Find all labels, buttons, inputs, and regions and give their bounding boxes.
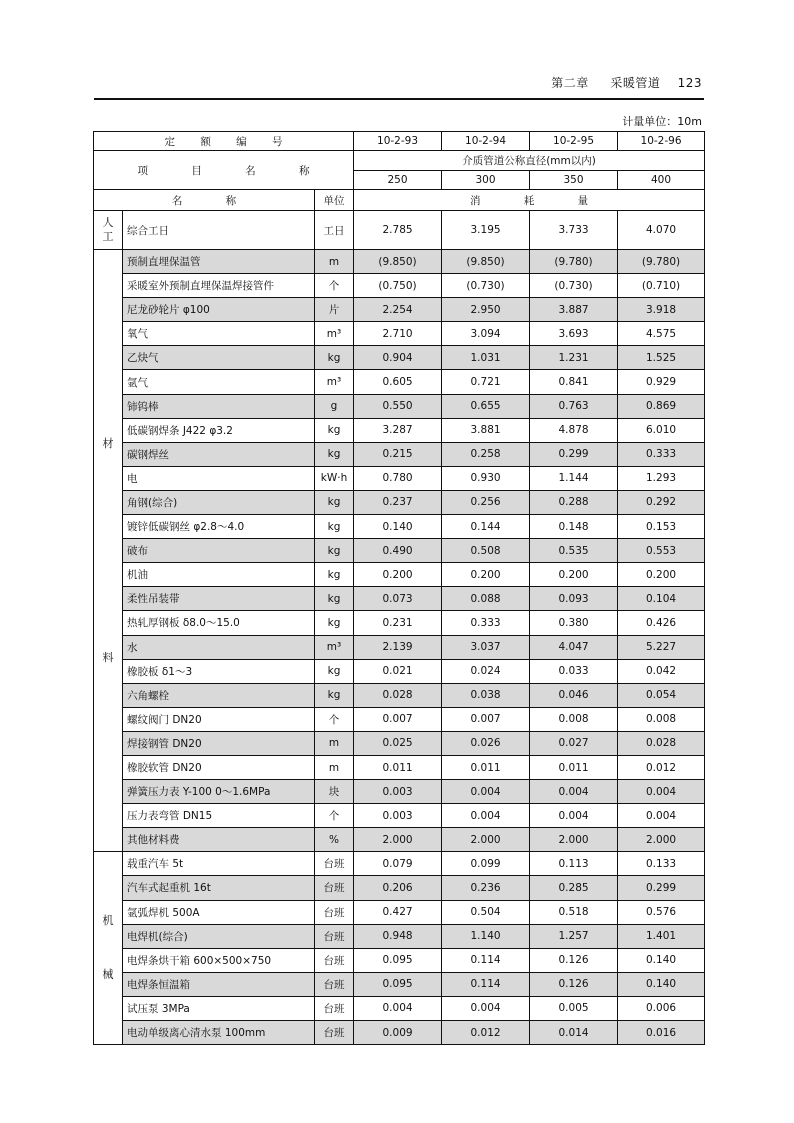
table-row — [94, 322, 705, 346]
consumption-value: 0.605 — [354, 370, 442, 394]
consumption-value: 0.079 — [354, 852, 442, 876]
table-row — [94, 418, 705, 442]
consumption-value: 1.293 — [618, 466, 705, 490]
consumption-value: 0.518 — [530, 900, 618, 924]
consumption-value: 0.011 — [442, 755, 530, 779]
table-row — [94, 683, 705, 707]
consumption-value: 0.200 — [618, 563, 705, 587]
item-unit: 台班 — [315, 924, 354, 948]
table-row — [94, 972, 705, 996]
consumption-value: 0.088 — [442, 587, 530, 611]
item-unit: m — [315, 250, 354, 274]
header-rule — [94, 98, 704, 100]
consumption-value: 0.014 — [530, 1021, 618, 1045]
item-unit: kg — [315, 563, 354, 587]
item-unit: 台班 — [315, 996, 354, 1020]
consumption-value: 0.025 — [354, 731, 442, 755]
consumption-value: 5.227 — [618, 635, 705, 659]
item-unit: 台班 — [315, 852, 354, 876]
group-label-text: 人工 — [102, 216, 114, 243]
item-unit: 台班 — [315, 1021, 354, 1045]
consumption-value: 0.004 — [618, 780, 705, 804]
consumption-value: 1.144 — [530, 466, 618, 490]
consumption-value: 1.231 — [530, 346, 618, 370]
item-name: 电焊机(综合) — [123, 924, 315, 948]
consumption-value: 4.878 — [530, 418, 618, 442]
item-name: 铈钨棒 — [123, 394, 315, 418]
consumption-value: 3.887 — [530, 298, 618, 322]
consumption-value: 1.525 — [618, 346, 705, 370]
consumption-value: (0.750) — [354, 274, 442, 298]
table-row — [94, 563, 705, 587]
table-row — [94, 900, 705, 924]
consumption-value: 0.655 — [442, 394, 530, 418]
consumption-value: 0.038 — [442, 683, 530, 707]
consumption-value: 0.236 — [442, 876, 530, 900]
consumption-column-header: 消 耗 量 — [354, 190, 705, 211]
quota-table — [93, 131, 705, 1045]
group-label-text: 材 — [102, 436, 114, 450]
item-name: 电 — [123, 466, 315, 490]
item-name: 焊接钢管 DN20 — [123, 731, 315, 755]
consumption-value: (9.850) — [354, 250, 442, 274]
consumption-value: 0.153 — [618, 515, 705, 539]
consumption-value: 0.215 — [354, 442, 442, 466]
consumption-value: 1.140 — [442, 924, 530, 948]
consumption-value: 0.140 — [354, 515, 442, 539]
labor-group-label — [94, 211, 123, 250]
consumption-value: 0.012 — [442, 1021, 530, 1045]
item-unit: m — [315, 731, 354, 755]
consumption-value: 0.380 — [530, 611, 618, 635]
item-unit: m³ — [315, 370, 354, 394]
consumption-value: 0.004 — [618, 804, 705, 828]
item-unit: m — [315, 755, 354, 779]
quota-code: 10-2-96 — [618, 132, 705, 151]
consumption-value: 0.104 — [618, 587, 705, 611]
consumption-value: 2.000 — [530, 828, 618, 852]
table-row — [94, 346, 705, 370]
consumption-value: (0.730) — [442, 274, 530, 298]
item-name: 压力表弯管 DN15 — [123, 804, 315, 828]
consumption-value: 2.139 — [354, 635, 442, 659]
table-row — [94, 611, 705, 635]
consumption-value: 0.004 — [442, 996, 530, 1020]
diameter-value: 300 — [442, 170, 530, 190]
consumption-value: 0.004 — [530, 780, 618, 804]
item-unit: kg — [315, 611, 354, 635]
table-row — [94, 250, 705, 274]
consumption-value: 0.508 — [442, 539, 530, 563]
consumption-value: 0.427 — [354, 900, 442, 924]
diameter-header-row — [94, 151, 705, 171]
table-row — [94, 298, 705, 322]
consumption-value: 0.073 — [354, 587, 442, 611]
quota-code: 10-2-95 — [530, 132, 618, 151]
quota-code-label: 定 额 编 号 — [94, 132, 354, 151]
item-unit: kg — [315, 683, 354, 707]
consumption-value: 3.693 — [530, 322, 618, 346]
material-group-label — [94, 250, 123, 852]
item-unit: kg — [315, 442, 354, 466]
group-label-text: 料 — [102, 650, 114, 664]
item-unit: m³ — [315, 635, 354, 659]
item-name: 六角螺栓 — [123, 683, 315, 707]
consumption-value: 2.710 — [354, 322, 442, 346]
consumption-value: 0.576 — [618, 900, 705, 924]
chapter-title: 第二章 — [551, 76, 589, 90]
consumption-value: 0.004 — [442, 804, 530, 828]
item-name: 橡胶软管 DN20 — [123, 755, 315, 779]
item-unit: m³ — [315, 322, 354, 346]
item-name: 乙炔气 — [123, 346, 315, 370]
consumption-value: 0.200 — [354, 563, 442, 587]
item-unit: kg — [315, 539, 354, 563]
diameter-label: 介质管道公称直径(mm以内) — [354, 151, 705, 171]
consumption-value: 0.200 — [530, 563, 618, 587]
table-row — [94, 731, 705, 755]
consumption-value: (0.710) — [618, 274, 705, 298]
consumption-value: 0.206 — [354, 876, 442, 900]
table-row — [94, 852, 705, 876]
unit-note: 计量单位：10m — [622, 115, 702, 128]
page-header — [94, 72, 704, 100]
consumption-value: 0.016 — [618, 1021, 705, 1045]
item-name: 机油 — [123, 563, 315, 587]
consumption-value: 0.004 — [442, 780, 530, 804]
consumption-value: 2.000 — [618, 828, 705, 852]
consumption-value: 0.008 — [618, 707, 705, 731]
unit-column-header: 单位 — [315, 190, 354, 211]
consumption-value: 0.008 — [530, 707, 618, 731]
table-row — [94, 587, 705, 611]
consumption-value: 0.256 — [442, 490, 530, 514]
diameter-value: 400 — [618, 170, 705, 190]
page-number: 123 — [677, 76, 702, 90]
consumption-value: 0.763 — [530, 394, 618, 418]
item-unit: 个 — [315, 804, 354, 828]
consumption-value: 0.550 — [354, 394, 442, 418]
consumption-value: 0.011 — [354, 755, 442, 779]
quota-code: 10-2-94 — [442, 132, 530, 151]
consumption-value: 0.007 — [354, 707, 442, 731]
consumption-value: 0.054 — [618, 683, 705, 707]
item-name: 综合工日 — [123, 211, 315, 250]
item-name: 尼龙砂轮片 φ100 — [123, 298, 315, 322]
quota-code-row — [94, 132, 705, 151]
consumption-value: 0.490 — [354, 539, 442, 563]
consumption-value: 0.841 — [530, 370, 618, 394]
consumption-value: 0.333 — [442, 611, 530, 635]
consumption-value: 4.070 — [618, 211, 705, 250]
table-row — [94, 370, 705, 394]
item-unit: 个 — [315, 274, 354, 298]
table-row — [94, 659, 705, 683]
table-row — [94, 780, 705, 804]
consumption-value: 0.426 — [618, 611, 705, 635]
table-row — [94, 635, 705, 659]
item-name: 试压泵 3MPa — [123, 996, 315, 1020]
consumption-value: 0.046 — [530, 683, 618, 707]
item-name: 低碳钢焊条 J422 φ3.2 — [123, 418, 315, 442]
item-name: 热轧厚钢板 δ8.0～15.0 — [123, 611, 315, 635]
item-name: 采暖室外预制直埋保温焊接管件 — [123, 274, 315, 298]
consumption-value: 0.258 — [442, 442, 530, 466]
consumption-value: 0.299 — [530, 442, 618, 466]
consumption-value: 3.881 — [442, 418, 530, 442]
consumption-value: 0.553 — [618, 539, 705, 563]
consumption-value: 0.003 — [354, 780, 442, 804]
consumption-value: 2.000 — [354, 828, 442, 852]
table-row — [94, 755, 705, 779]
consumption-value: 0.113 — [530, 852, 618, 876]
table-row — [94, 274, 705, 298]
consumption-value: 0.237 — [354, 490, 442, 514]
consumption-value: 0.004 — [530, 804, 618, 828]
consumption-value: 0.012 — [618, 755, 705, 779]
consumption-value: 0.333 — [618, 442, 705, 466]
item-name: 螺纹阀门 DN20 — [123, 707, 315, 731]
item-unit: 片 — [315, 298, 354, 322]
item-name: 其他材料费 — [123, 828, 315, 852]
consumption-value: 0.904 — [354, 346, 442, 370]
item-unit: kW·h — [315, 466, 354, 490]
consumption-value: 3.733 — [530, 211, 618, 250]
table-row — [94, 466, 705, 490]
consumption-value: (9.850) — [442, 250, 530, 274]
consumption-value: 3.094 — [442, 322, 530, 346]
consumption-value: 0.024 — [442, 659, 530, 683]
consumption-value: 2.254 — [354, 298, 442, 322]
item-name: 电焊条烘干箱 600×500×750 — [123, 948, 315, 972]
item-name: 碳钢焊丝 — [123, 442, 315, 466]
table-row — [94, 394, 705, 418]
consumption-value: 1.257 — [530, 924, 618, 948]
item-unit: kg — [315, 346, 354, 370]
consumption-value: (9.780) — [530, 250, 618, 274]
item-unit: kg — [315, 490, 354, 514]
machine-group-label — [94, 852, 123, 1045]
diameter-value: 250 — [354, 170, 442, 190]
consumption-value: 1.031 — [442, 346, 530, 370]
consumption-value: 0.095 — [354, 972, 442, 996]
consumption-value: 3.287 — [354, 418, 442, 442]
consumption-value: 0.299 — [618, 876, 705, 900]
consumption-value: 3.918 — [618, 298, 705, 322]
item-name: 电焊条恒温箱 — [123, 972, 315, 996]
item-unit: kg — [315, 418, 354, 442]
name-column-header: 名 称 — [94, 190, 315, 211]
consumption-value: 0.114 — [442, 948, 530, 972]
item-name-label: 项 目 名 称 — [94, 151, 354, 190]
consumption-value: 0.011 — [530, 755, 618, 779]
item-unit: 台班 — [315, 972, 354, 996]
consumption-value: 6.010 — [618, 418, 705, 442]
consumption-value: 0.027 — [530, 731, 618, 755]
consumption-value: 3.037 — [442, 635, 530, 659]
consumption-value: 0.126 — [530, 948, 618, 972]
consumption-value: 0.288 — [530, 490, 618, 514]
item-name: 弹簧压力表 Y-100 0～1.6MPa — [123, 780, 315, 804]
consumption-value: 0.140 — [618, 972, 705, 996]
consumption-value: 0.095 — [354, 948, 442, 972]
table-row — [94, 828, 705, 852]
table-row — [94, 539, 705, 563]
item-unit: kg — [315, 587, 354, 611]
consumption-value: 0.004 — [354, 996, 442, 1020]
consumption-value: 4.575 — [618, 322, 705, 346]
consumption-value: 0.780 — [354, 466, 442, 490]
table-row — [94, 211, 705, 250]
table-row — [94, 804, 705, 828]
item-name: 氩气 — [123, 370, 315, 394]
item-unit: 工日 — [315, 211, 354, 250]
consumption-value: (9.780) — [618, 250, 705, 274]
group-label-text: 机 — [102, 914, 114, 928]
consumption-value: 0.929 — [618, 370, 705, 394]
item-unit: g — [315, 394, 354, 418]
table-row — [94, 876, 705, 900]
consumption-value: 0.285 — [530, 876, 618, 900]
item-name: 水 — [123, 635, 315, 659]
consumption-value: 0.133 — [618, 852, 705, 876]
consumption-value: 0.028 — [354, 683, 442, 707]
table-row — [94, 996, 705, 1020]
consumption-value: 2.785 — [354, 211, 442, 250]
item-unit: 台班 — [315, 948, 354, 972]
consumption-value: 0.028 — [618, 731, 705, 755]
item-name: 角钢(综合) — [123, 490, 315, 514]
consumption-value: 0.148 — [530, 515, 618, 539]
table-row — [94, 707, 705, 731]
consumption-value: 0.093 — [530, 587, 618, 611]
group-label-text: 械 — [102, 968, 114, 982]
consumption-value: (0.730) — [530, 274, 618, 298]
consumption-value: 0.292 — [618, 490, 705, 514]
consumption-value: 1.401 — [618, 924, 705, 948]
table-row — [94, 442, 705, 466]
consumption-value: 0.006 — [618, 996, 705, 1020]
item-name: 柔性吊装带 — [123, 587, 315, 611]
item-name: 镀锌低碳钢丝 φ2.8～4.0 — [123, 515, 315, 539]
consumption-value: 0.009 — [354, 1021, 442, 1045]
consumption-value: 0.231 — [354, 611, 442, 635]
table-row — [94, 515, 705, 539]
consumption-value: 2.950 — [442, 298, 530, 322]
item-name: 汽车式起重机 16t — [123, 876, 315, 900]
consumption-value: 2.000 — [442, 828, 530, 852]
section-title: 采暖管道 — [610, 76, 661, 90]
consumption-value: 0.026 — [442, 731, 530, 755]
item-unit: 块 — [315, 780, 354, 804]
consumption-value: 0.140 — [618, 948, 705, 972]
consumption-value: 0.114 — [442, 972, 530, 996]
consumption-value: 0.033 — [530, 659, 618, 683]
table-row — [94, 924, 705, 948]
item-name: 载重汽车 5t — [123, 852, 315, 876]
column-header-row — [94, 190, 705, 211]
consumption-value: 0.099 — [442, 852, 530, 876]
consumption-value: 0.126 — [530, 972, 618, 996]
consumption-value: 0.003 — [354, 804, 442, 828]
quota-code: 10-2-93 — [354, 132, 442, 151]
consumption-value: 0.721 — [442, 370, 530, 394]
consumption-value: 0.535 — [530, 539, 618, 563]
consumption-value: 0.042 — [618, 659, 705, 683]
consumption-value: 3.195 — [442, 211, 530, 250]
table-row — [94, 948, 705, 972]
item-name: 破布 — [123, 539, 315, 563]
consumption-value: 0.930 — [442, 466, 530, 490]
item-name: 电动单级离心清水泵 100mm — [123, 1021, 315, 1045]
consumption-value: 0.007 — [442, 707, 530, 731]
consumption-value: 0.021 — [354, 659, 442, 683]
item-unit: kg — [315, 515, 354, 539]
item-unit: 台班 — [315, 876, 354, 900]
item-name: 橡胶板 δ1～3 — [123, 659, 315, 683]
item-name: 氩弧焊机 500A — [123, 900, 315, 924]
table-row — [94, 490, 705, 514]
item-unit: 个 — [315, 707, 354, 731]
consumption-value: 4.047 — [530, 635, 618, 659]
consumption-value: 0.948 — [354, 924, 442, 948]
item-unit: 台班 — [315, 900, 354, 924]
consumption-value: 0.869 — [618, 394, 705, 418]
consumption-value: 0.200 — [442, 563, 530, 587]
item-unit: % — [315, 828, 354, 852]
item-name: 预制直埋保温管 — [123, 250, 315, 274]
diameter-value: 350 — [530, 170, 618, 190]
item-unit: kg — [315, 659, 354, 683]
running-head — [551, 74, 702, 91]
table-row — [94, 1021, 705, 1045]
consumption-value: 0.144 — [442, 515, 530, 539]
consumption-value: 0.005 — [530, 996, 618, 1020]
item-name: 氧气 — [123, 322, 315, 346]
consumption-value: 0.504 — [442, 900, 530, 924]
